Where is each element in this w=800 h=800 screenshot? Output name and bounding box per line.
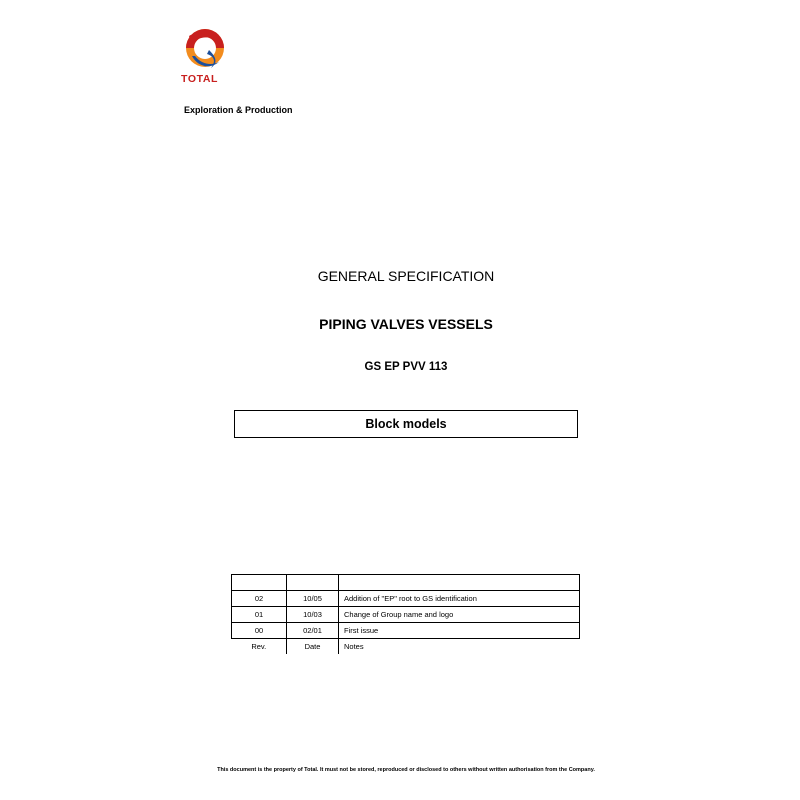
table-row [232, 575, 580, 591]
date-cell: 10/03 [287, 607, 339, 623]
table-cell [339, 575, 580, 591]
document-title-box [234, 410, 578, 438]
document-identifier: GS EP PVV 113 [364, 361, 448, 373]
table-row [232, 623, 580, 639]
date-column-header: Date [287, 639, 339, 655]
table-cell [232, 575, 287, 591]
table-header-row [232, 639, 580, 655]
rev-cell: 00 [232, 623, 287, 639]
notes-cell: Addition of "EP" root to GS identification [339, 591, 580, 607]
date-cell: 02/01 [287, 623, 339, 639]
notes-cell: First issue [339, 623, 580, 639]
document-type: GENERAL SPECIFICATION [317, 268, 495, 284]
rev-cell: 02 [232, 591, 287, 607]
company-logo [183, 26, 231, 72]
confidentiality-notice: This document is the property of Total. It must not be stored, reproduced or disclosed to others without written authorisation from the Company. [217, 767, 595, 773]
rev-column-header: Rev. [232, 639, 287, 655]
notes-cell: Change of Group name and logo [339, 607, 580, 623]
notes-column-header: Notes [339, 639, 580, 655]
revision-table [231, 574, 580, 654]
rev-cell: 01 [232, 607, 287, 623]
document-subject: PIPING VALVES VESSELS [319, 316, 493, 332]
table-row [232, 607, 580, 623]
logo-wordmark: TOTAL [181, 73, 219, 85]
total-logo-icon [183, 26, 231, 72]
division-label: Exploration & Production [184, 105, 293, 115]
date-cell: 10/05 [287, 591, 339, 607]
document-title: Block models [365, 417, 447, 431]
table-row [232, 591, 580, 607]
table-cell [287, 575, 339, 591]
